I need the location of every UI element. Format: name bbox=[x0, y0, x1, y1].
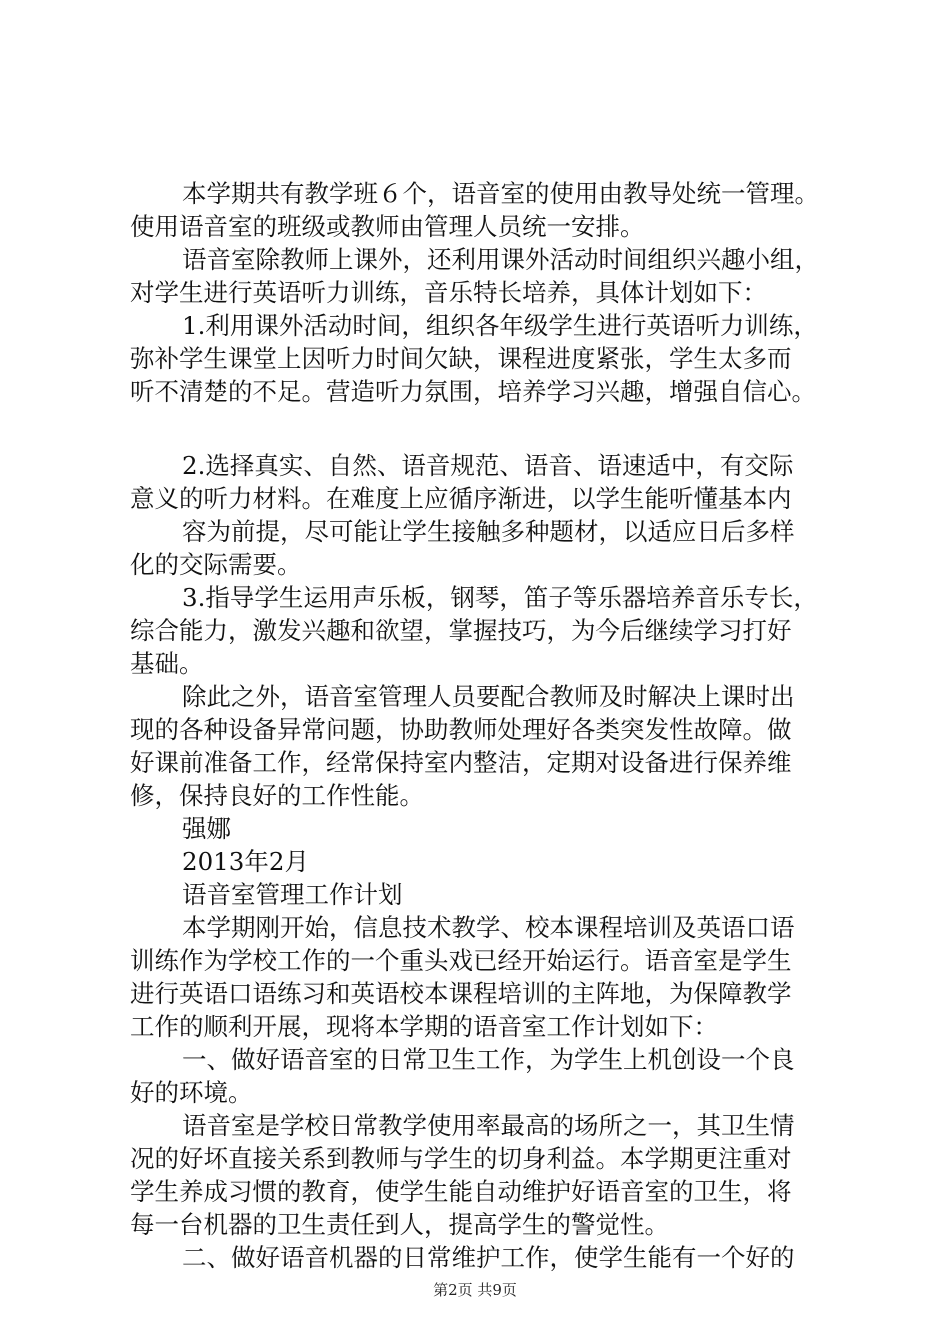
text-line: 每一台机器的卫生责任到人，提高学生的警觉性。 bbox=[130, 1210, 669, 1239]
text-line: 进行英语口语练习和英语校本课程培训的主阵地，为保障教学 bbox=[130, 979, 792, 1008]
text-line: 容为前提，尽可能让学生接触多种题材，以适应日后多样 bbox=[182, 517, 795, 546]
text-line: 训练作为学校工作的一个重头戏已经开始运行。语音室是学生 bbox=[130, 946, 792, 975]
text-line: 修，保持良好的工作性能。 bbox=[130, 781, 424, 810]
text-line: 使用语音室的班级或教师由管理人员统一安排。 bbox=[130, 212, 645, 241]
text-line: 语音室是学校日常教学使用率最高的场所之一，其卫生情 bbox=[182, 1111, 795, 1140]
text-line: 现的各种设备异常问题，协助教师处理好各类突发性故障。做 bbox=[130, 715, 792, 744]
date-line: 2013年2月 bbox=[182, 847, 309, 876]
text-line: 况的好坏直接关系到教师与学生的切身利益。本学期更注重对 bbox=[130, 1144, 792, 1173]
text-line: 基础。 bbox=[130, 649, 204, 678]
text-line: 本学期共有教学班６个，语音室的使用由教导处统一管理。 bbox=[182, 179, 819, 208]
text-line: 本学期刚开始，信息技术教学、校本课程培训及英语口语 bbox=[182, 913, 795, 942]
section-title: 语音室管理工作计划 bbox=[182, 880, 403, 909]
text-line: 好的环境。 bbox=[130, 1078, 253, 1107]
text-line: 意义的听力材料。在难度上应循序渐进，以学生能听懂基本内 bbox=[130, 484, 792, 513]
text-line: 工作的顺利开展，现将本学期的语音室工作计划如下： bbox=[130, 1012, 718, 1041]
text-line: 一、做好语音室的日常卫生工作，为学生上机创设一个良 bbox=[182, 1045, 795, 1074]
page-number-footer: 第2页 共9页 bbox=[433, 1281, 517, 1299]
text-line: 弥补学生课堂上因听力时间欠缺，课程进度紧张，学生太多而 bbox=[130, 344, 792, 373]
text-line: 学生养成习惯的教育，使学生能自动维护好语音室的卫生，将 bbox=[130, 1177, 792, 1206]
text-line: 1.利用课外活动时间，组织各年级学生进行英语听力训练， bbox=[182, 311, 818, 340]
text-line: 化的交际需要。 bbox=[130, 550, 302, 579]
text-line: 二、做好语音机器的日常维护工作，使学生能有一个好的 bbox=[182, 1243, 795, 1272]
text-line: 对学生进行英语听力训练，音乐特长培养，具体计划如下： bbox=[130, 278, 767, 307]
text-line: 语音室除教师上课外，还利用课外活动时间组织兴趣小组， bbox=[182, 245, 819, 274]
text-line: 听不清楚的不足。营造听力氛围，培养学习兴趣，增强自信心。 bbox=[130, 377, 816, 406]
author-name: 强娜 bbox=[182, 814, 231, 843]
text-line: 好课前准备工作，经常保持室内整洁，定期对设备进行保养维 bbox=[130, 748, 792, 777]
text-line: 综合能力，激发兴趣和欲望，掌握技巧，为今后继续学习打好 bbox=[130, 616, 792, 645]
text-line: 3.指导学生运用声乐板，钢琴，笛子等乐器培养音乐专长， bbox=[182, 583, 818, 612]
text-line: 2.选择真实、自然、语音规范、语音、语速适中，有交际 bbox=[182, 451, 794, 480]
text-line: 除此之外，语音室管理人员要配合教师及时解决上课时出 bbox=[182, 682, 795, 711]
